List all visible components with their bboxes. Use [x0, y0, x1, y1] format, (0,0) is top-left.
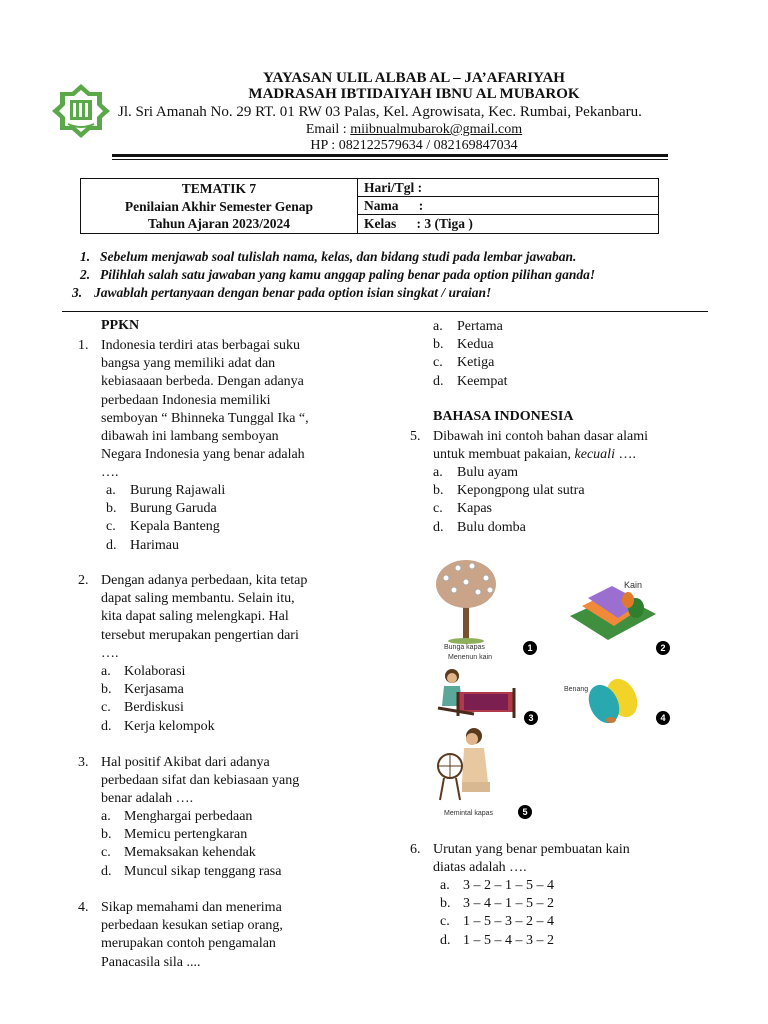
option-item[interactable]: b. Kepongpong ulat sutra [433, 483, 585, 499]
question-3-number: 3. [78, 755, 89, 770]
question-2-number: 2. [78, 573, 89, 588]
step-badge-1: 1 [523, 641, 537, 655]
option-item[interactable]: d. Muncul sikap tenggang rasa [101, 863, 282, 879]
label-thread: Benang [564, 686, 589, 693]
instruction-3: 3. Jawablah pertanyaan dengan benar pada option isian singkat / uraian! [72, 285, 492, 300]
question-6-options [440, 877, 554, 950]
option-item[interactable]: c. Berdiskusi [101, 700, 184, 716]
option-item[interactable]: c. Ketiga [433, 355, 495, 371]
foundation-name: YAYASAN ULIL ALBAB AL – JA’AFARIYAH [263, 70, 565, 86]
option-item[interactable]: a. Burung Rajawali [106, 483, 226, 498]
option-item[interactable]: d. 1 – 5 – 4 – 3 – 2 [440, 932, 554, 948]
day-date-cell: Hari/Tgl : [358, 179, 659, 197]
school-email [60, 121, 768, 138]
exam-type: Penilaian Akhir Semester Genap [124, 198, 314, 214]
section-title-bahasa-indonesia: BAHASA INDONESIA [433, 409, 574, 424]
school-address: Jl. Sri Amanah No. 29 RT. 01 RW 03 Palas, Kel. Agrowisata, Kec. Rumbai, Pekanbaru. [118, 104, 642, 120]
option-item[interactable]: d. Kerja kelompok [101, 718, 215, 734]
weaving-image [434, 666, 524, 722]
label-spinning: Memintal kapas [444, 810, 494, 817]
instruction-2: 2. Pilihlah salah satu jawaban yang kamu anggap paling benar pada option pilihan ganda! [80, 267, 596, 282]
question-1-text: Indonesia terdiri atas berbagai suku bangsa yang memiliki adat dan kebiasaaan berbeda. Dengan adanya perbedaan Indonesia memiliki semboyan “ Bhinneka Tunggal Ika “, dibawah ini lambang semboyan Negara Indonesia yang benar adalah …. [101, 338, 309, 481]
question-4-number: 4. [78, 900, 89, 915]
question-2-text: Dengan adanya perbedaan, kita tetap dapat saling membantu. Selain itu, kita dapat saling melengkapi. Hal tersebut merupakan pengertian dari …. [101, 573, 308, 661]
question-5-number: 5. [410, 429, 421, 444]
email-label: Email : [305, 122, 351, 137]
step-badge-5: 5 [518, 805, 532, 819]
header-rule-thick [112, 154, 668, 157]
question-6-number: 6. [410, 842, 421, 857]
option-item[interactable]: d. Bulu domba [433, 519, 526, 535]
question-2-options [101, 663, 215, 736]
label-cloth: Kain [624, 580, 643, 590]
question-6-text: Urutan yang benar pembuatan kain diatas adalah …. [433, 842, 630, 876]
option-item[interactable]: a. Menghargai perbedaan [101, 809, 253, 824]
option-item[interactable]: c. Kepala Banteng [106, 519, 220, 535]
name-cell: Nama : [358, 197, 659, 215]
option-item[interactable]: b. Kedua [433, 337, 494, 353]
label-weaving: Menenun kain [448, 654, 492, 661]
email-link[interactable]: miibnualmubarok@gmail.com [350, 122, 523, 137]
option-item[interactable]: d. Keempat [433, 373, 508, 389]
question-5-text: Dibawah ini contoh bahan dasar alami untuk membuat pakaian, kecuali …. [433, 429, 648, 463]
option-item[interactable]: b. Kerjasama [101, 682, 184, 698]
question-1-number: 1. [78, 338, 89, 353]
cotton-tree-image [432, 556, 500, 644]
option-item[interactable]: b. Memicu pertengkaran [101, 827, 248, 843]
option-item[interactable]: a. Bulu ayam [433, 465, 519, 480]
section-title-ppkn: PPKN [101, 318, 140, 333]
step-badge-2: 2 [656, 641, 670, 655]
instructions-divider [62, 311, 708, 312]
option-item[interactable]: b. Burung Garuda [106, 501, 217, 517]
option-item[interactable]: c. Memaksakan kehendak [101, 845, 256, 861]
question-3-text: Hal positif Akibat dari adanya perbedaan sifat dan kebiasaan yang benar adalah …. [101, 755, 300, 807]
question-3-options [101, 808, 281, 881]
option-item[interactable]: a. Kolaborasi [101, 664, 186, 679]
step-badge-3: 3 [524, 711, 538, 725]
question-4-text: Sikap memahami dan menerima perbedaan kesukan setiap orang, merupakan contoh pengamalan Panacasila sila .... [101, 900, 283, 970]
cloth-making-illustration [428, 554, 684, 824]
option-item[interactable]: c. 1 – 5 – 3 – 2 – 4 [440, 914, 554, 930]
cloth-rolls-image [568, 584, 658, 644]
school-phone: HP : 082122579634 / 082169847034 [310, 138, 518, 153]
option-item[interactable]: d. Harimau [106, 537, 179, 553]
school-name: MADRASAH IBTIDAIYAH IBNU AL MUBAROK [248, 86, 580, 102]
exam-year: Tahun Ajaran 2023/2024 [147, 216, 291, 231]
step-badge-4: 4 [656, 711, 670, 725]
exam-subject: TEMATIK 7 [181, 181, 257, 196]
exam-info-table [80, 178, 659, 234]
instruction-1: 1. Sebelum menjawab soal tulislah nama, kelas, dan bidang studi pada lembar jawaban. [80, 249, 577, 264]
exam-title-cell [81, 179, 358, 234]
question-4-options [433, 318, 508, 391]
question-1-options [106, 482, 225, 555]
header-rule-thin [112, 159, 668, 160]
label-cotton-flower: Bunga kapas [444, 644, 485, 651]
spinning-image [434, 726, 500, 806]
option-item[interactable]: a. Pertama [433, 319, 503, 334]
class-cell: Kelas : 3 (Tiga ) [358, 215, 659, 233]
option-item[interactable]: b. 3 – 4 – 1 – 5 – 2 [440, 896, 554, 912]
thread-spools-image [586, 674, 644, 726]
option-item[interactable]: c. Kapas [433, 501, 492, 517]
option-item[interactable]: a. 3 – 2 – 1 – 5 – 4 [440, 878, 554, 893]
question-5-options [433, 464, 585, 537]
